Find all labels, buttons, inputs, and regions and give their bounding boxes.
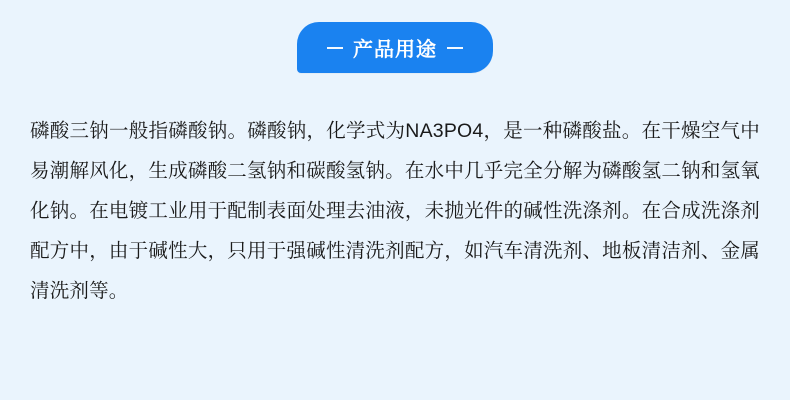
section-title-badge — [297, 22, 493, 73]
section-title-text: 产品用途 — [353, 39, 437, 61]
product-usage-paragraph: 磷酸三钠一般指磷酸钠。磷酸钠，化学式为NA3PO4，是一种磷酸盐。在干燥空气中易潮解风化，生成磷酸二氢钠和碳酸氢钠。在水中几乎完全分解为磷酸氢二钠和氢氧化钠。在电镀工业用于配制表面处理去油液，未抛光件的碱性洗涤剂。在合成洗涤剂配方中，由于碱性大，只用于强碱性清洗剂配方，如汽车清洗剂、地板清洁剂、金属清洗剂等。 — [30, 120, 760, 302]
section-header — [0, 0, 790, 73]
dash-right-icon — [447, 47, 463, 49]
dash-left-icon — [327, 47, 343, 49]
